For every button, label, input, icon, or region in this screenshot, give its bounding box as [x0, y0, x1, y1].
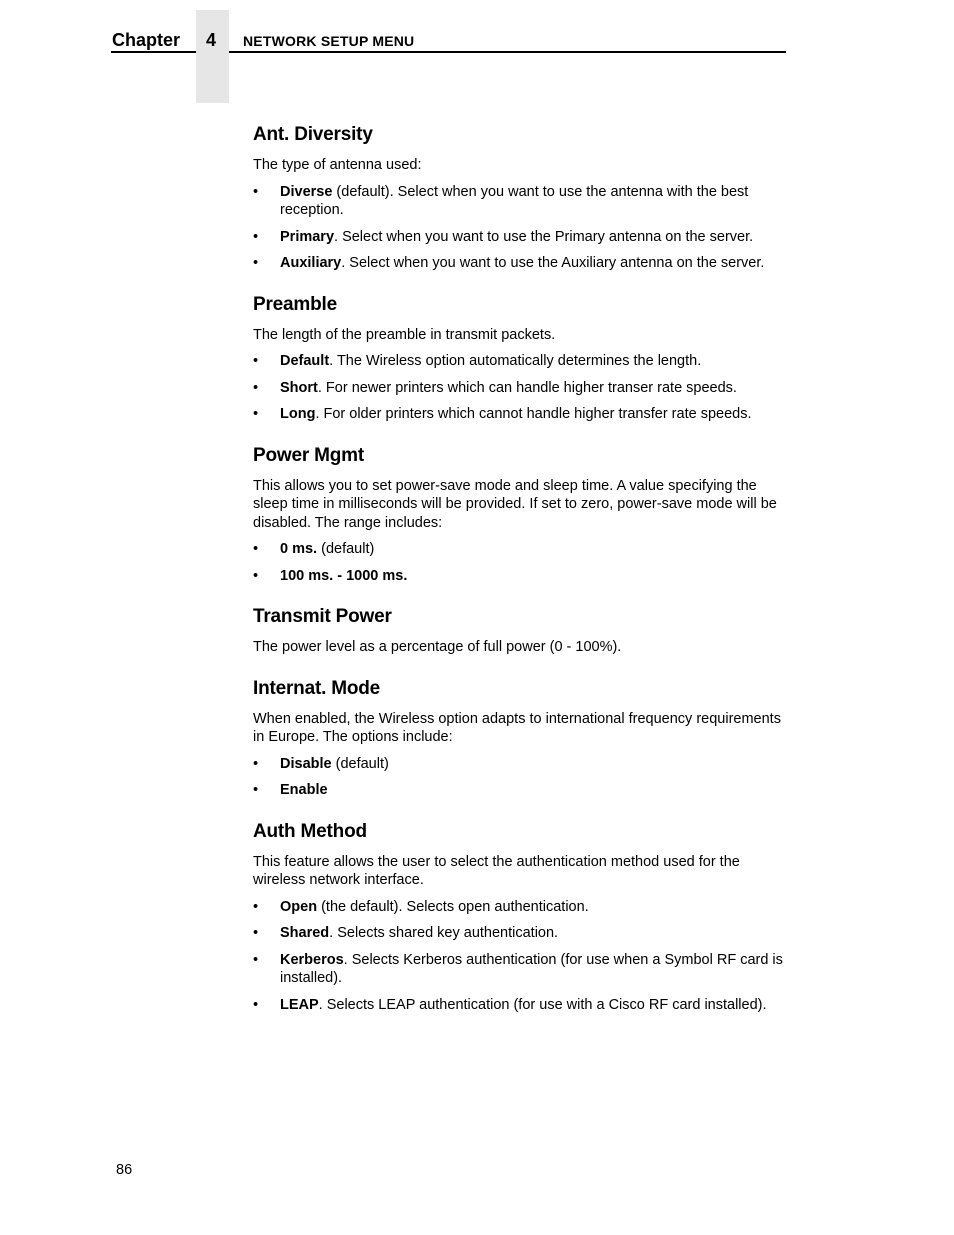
- option-term: Enable: [280, 782, 328, 798]
- list-item: [253, 996, 793, 1015]
- option-desc: (default): [331, 755, 389, 772]
- option-desc: . Selects shared key authentication.: [329, 925, 559, 941]
- section-power-mgmt: [253, 445, 793, 586]
- option-desc: . For newer printers which can handle higher transer rate speeds.: [317, 379, 737, 396]
- option-term: Default: [280, 353, 330, 369]
- option-list: [253, 755, 793, 800]
- bullet-icon: •: [253, 782, 259, 798]
- option-term: Long: [280, 406, 316, 422]
- list-item: [253, 781, 793, 800]
- page-number: 86: [116, 1162, 133, 1178]
- list-item: [253, 183, 793, 220]
- bullet-icon: •: [253, 541, 259, 557]
- bullet-icon: •: [253, 996, 259, 1013]
- list-item: [253, 540, 793, 559]
- option-term: 100 ms. - 1000 ms.: [280, 567, 408, 584]
- section-heading: Power Mgmt: [253, 444, 364, 466]
- page-content: [253, 124, 793, 1035]
- list-item: [253, 379, 793, 398]
- option-desc: (default). Select when you want to use the antenna with the best reception.: [280, 183, 749, 218]
- bullet-icon: •: [253, 951, 259, 968]
- section-heading: Auth Method: [253, 820, 367, 842]
- option-term: Shared: [280, 925, 330, 941]
- section-heading: Internat. Mode: [253, 677, 381, 699]
- section-heading: Ant. Diversity: [253, 124, 373, 145]
- section-internat-mode: [253, 678, 793, 800]
- running-header-title: NETWORK SETUP MENU: [243, 33, 415, 49]
- list-item: [253, 567, 793, 586]
- list-item: [253, 898, 793, 917]
- option-term: Auxiliary: [280, 255, 342, 271]
- header-rule: [229, 51, 786, 53]
- section-intro: This allows you to set power-save mode and sleep time. A value specifying the sleep time in milliseconds will be provided. If set to zero, power-save mode will be disabled. The range includes:: [253, 477, 777, 531]
- chapter-rule: [111, 51, 196, 53]
- bullet-icon: •: [253, 925, 259, 941]
- option-desc: (default): [317, 541, 375, 557]
- option-list: [253, 183, 793, 273]
- option-term: 0 ms.: [280, 541, 318, 557]
- section-auth-method: [253, 821, 793, 1015]
- section-heading: Transmit Power: [253, 606, 392, 627]
- section-ant-diversity: [253, 124, 793, 273]
- list-item: [253, 405, 793, 424]
- option-term: LEAP: [280, 996, 319, 1013]
- option-term: Primary: [280, 228, 335, 245]
- option-term: Kerberos: [280, 951, 344, 968]
- list-item: [253, 352, 793, 371]
- list-item: [253, 755, 793, 774]
- bullet-icon: •: [253, 353, 259, 369]
- option-desc: . Selects Kerberos authentication (for use when a Symbol RF card is installed).: [280, 951, 783, 986]
- chapter-label: Chapter: [112, 30, 181, 50]
- section-intro: When enabled, the Wireless option adapts to international frequency requirements in Europe. The options include:: [253, 710, 781, 745]
- option-term: Short: [280, 379, 318, 396]
- bullet-icon: •: [253, 255, 259, 271]
- bullet-icon: •: [253, 406, 259, 422]
- list-item: [253, 228, 793, 247]
- bullet-icon: •: [253, 755, 259, 772]
- option-desc: . Select when you want to use the Primary antenna on the server.: [334, 228, 754, 245]
- option-desc: . Selects LEAP authentication (for use with a Cisco RF card installed).: [318, 996, 767, 1013]
- option-desc: (the default). Selects open authentication.: [317, 898, 589, 915]
- bullet-icon: •: [253, 379, 259, 396]
- section-transmit-power: [253, 606, 793, 657]
- option-list: [253, 540, 793, 585]
- option-desc: . For older printers which cannot handle higher transfer rate speeds.: [315, 406, 752, 422]
- bullet-icon: •: [253, 183, 259, 200]
- bullet-icon: •: [253, 567, 259, 584]
- option-term: Disable: [280, 755, 332, 772]
- chapter-number: 4: [206, 30, 217, 50]
- chapter-tab: [196, 10, 229, 103]
- list-item: [253, 924, 793, 943]
- option-list: [253, 898, 793, 1015]
- option-desc: . The Wireless option automatically determines the length.: [329, 353, 702, 369]
- option-term: Diverse: [280, 183, 333, 200]
- section-heading: Preamble: [253, 293, 337, 315]
- list-item: [253, 951, 793, 988]
- option-desc: . Select when you want to use the Auxiliary antenna on the server.: [341, 255, 765, 271]
- section-intro: The type of antenna used:: [253, 157, 422, 173]
- section-intro: This feature allows the user to select the authentication method used for the wireless network interface.: [253, 853, 740, 888]
- option-term: Open: [280, 898, 318, 915]
- section-intro: The power level as a percentage of full power (0 - 100%).: [253, 639, 622, 655]
- section-intro: The length of the preamble in transmit packets.: [253, 326, 556, 343]
- bullet-icon: •: [253, 228, 259, 245]
- option-list: [253, 352, 793, 424]
- section-preamble: [253, 294, 793, 424]
- list-item: [253, 254, 793, 273]
- bullet-icon: •: [253, 898, 259, 915]
